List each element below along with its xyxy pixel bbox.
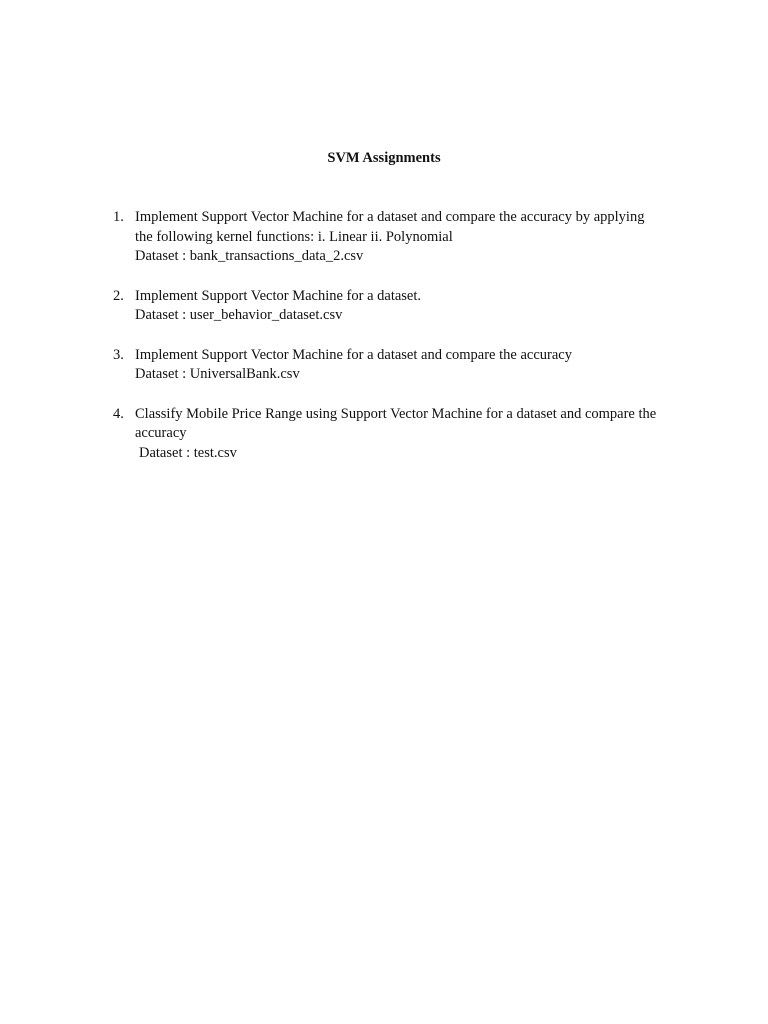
assignment-dataset: Dataset : user_behavior_dataset.csv [135, 307, 343, 323]
assignment-text-line: accuracy [135, 425, 187, 441]
assignment-number: 1. [113, 209, 124, 225]
assignment-number: 3. [113, 346, 124, 363]
assignment-list [104, 208, 694, 483]
assignment-text-line: Classify Mobile Price Range using Support Vector Machine for a dataset and compare the [135, 405, 657, 422]
document-title: SVM Assignments [327, 150, 441, 166]
assignment-dataset: Dataset : UniversalBank.csv [135, 366, 300, 382]
assignment-item [104, 287, 694, 326]
assignment-item [104, 208, 694, 267]
assignment-text-line: Implement Support Vector Machine for a dataset and compare the accuracy by applying [135, 209, 645, 225]
assignment-text-line: Implement Support Vector Machine for a dataset. [135, 287, 422, 304]
assignment-text-line: the following kernel functions: i. Linear ii. Polynomial [135, 228, 453, 245]
assignment-text-line: Implement Support Vector Machine for a dataset and compare the accuracy [135, 346, 572, 363]
assignment-item [104, 346, 694, 385]
assignment-item [104, 405, 694, 464]
assignment-number: 4. [113, 405, 124, 422]
assignment-dataset: Dataset : test.csv [139, 444, 237, 461]
assignment-number: 2. [113, 287, 124, 304]
assignment-dataset: Dataset : bank_transactions_data_2.csv [135, 248, 364, 264]
